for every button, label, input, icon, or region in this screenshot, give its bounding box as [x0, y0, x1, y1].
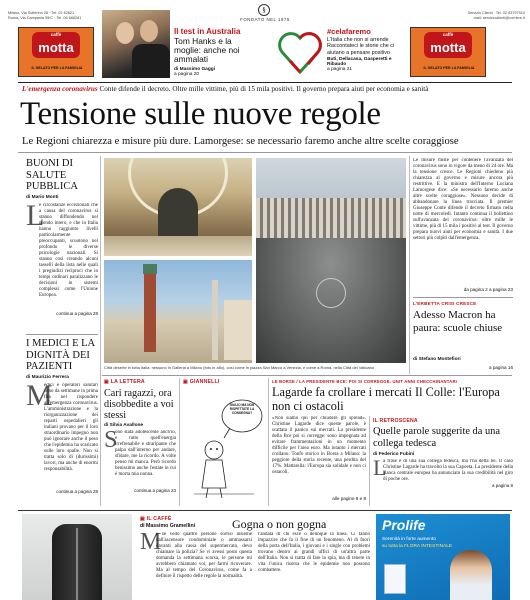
campanile-top	[143, 264, 157, 274]
retroscena-body	[373, 455, 513, 483]
ferrera-body	[26, 378, 98, 489]
retroscena-block	[373, 418, 513, 488]
ferrera-block	[26, 338, 98, 494]
monti-author: di Mario Monti	[26, 194, 59, 200]
main-subhead: Le Regioni chiarezza e misure più dure. Lamorgese: se necessario faremo anche altre scelte coraggiose	[22, 136, 459, 147]
giannelli-kicker: ▣ GIANNELLI	[183, 379, 220, 385]
col1-divider	[100, 156, 101, 506]
dropcap-l2: L	[373, 455, 387, 480]
lettera-block	[104, 379, 176, 493]
photo-caption: Città deserte in tutta Italia: nessuno in Galleria a Milano (foto in alto), così come in piazza San Marco a Venezia, e come a Roma, nella Città del Vaticano	[104, 365, 375, 370]
promo-left-box[interactable]	[174, 27, 260, 77]
retroscena-cont[interactable]: a pagina 8	[491, 483, 513, 488]
lettera-kicker: ▣ LA LETTERA	[104, 379, 145, 385]
campanile	[144, 272, 156, 352]
subhead-rule	[18, 152, 512, 153]
suit	[132, 44, 170, 78]
top-kicker: L'emergenza coronavirus	[22, 85, 98, 93]
obelisk-area	[316, 278, 346, 308]
giannelli-divider	[268, 378, 269, 506]
ferrera-author: di Maurizio Ferrera	[26, 374, 69, 380]
motta-brand: motta	[38, 40, 74, 55]
face-right	[140, 20, 158, 42]
face-left	[116, 22, 134, 44]
jacket-zip	[76, 528, 78, 600]
promo-left-kicker: Il test in Australia	[174, 27, 241, 36]
monti-body	[26, 198, 98, 311]
header-rule	[18, 82, 512, 83]
caffe-title[interactable]: Gogna o non gogna	[232, 517, 327, 531]
ad-prolife[interactable]	[376, 514, 510, 600]
promo-left-headline: Tom Hanks e la moglie: anche noi ammalati	[174, 36, 240, 65]
motta-logo-right	[424, 32, 472, 58]
promo-right-headline: L'Italia che non si arrende Raccontateci le storie che ci aiutano a pensare positivo	[327, 37, 395, 56]
header-info-left: Milano, Via Solferino 28 · Tel. 02 62821 Roma, Via Campania 59/C · Tel. 06 688281	[8, 11, 82, 20]
heart-flag-icon	[276, 24, 324, 76]
lettera-divider	[179, 378, 180, 506]
mid-rule	[102, 375, 512, 376]
ferrera-title[interactable]: I MEDICI E LA DIGNITÀ DEI PAZIENTI	[26, 338, 95, 372]
dropcap-m2: M	[140, 529, 162, 555]
arch-opening	[158, 188, 198, 238]
bottom-rule	[18, 510, 512, 511]
top-deck-text: Conte difende il decreto. Oltre mille vittime, più di 15 mila positivi. Il governo prepara aiuti per economia e sanità	[99, 85, 429, 93]
lettera-body	[104, 427, 176, 488]
macron-author: di Stefano Montefiori	[413, 357, 461, 362]
prolife-brand: Prolife	[382, 517, 426, 533]
header-info-right: Servizio Clienti · Tel. 02 63797510 mail: servizioclienti@corriere.it	[467, 11, 525, 20]
cartoon-bubble-text: GIULIO MA NON RISPETTATE LA CONSEGNA?	[229, 403, 255, 415]
promo-right-page: a pagina 21	[327, 67, 353, 73]
top-deck	[22, 85, 512, 94]
lagarde-headline[interactable]: Lagarde fa crollare i mercati Il Colle: l'Europa non ci ostacoli	[272, 385, 500, 413]
lettera-author: di Silvia Avallone	[104, 423, 144, 428]
prolife-line2: su tutta la FLORA INTESTINALE	[382, 544, 453, 549]
promo-right-kicker: #celafaremo	[327, 27, 371, 36]
right-col-rule	[413, 297, 513, 298]
lagarde-cont[interactable]: alle pagine 6 e 8	[332, 496, 366, 501]
lettera-cont[interactable]: continua a pagina 23	[134, 488, 176, 493]
motta-tagline-right: IL GELATO PER LA FAMIGLIA	[423, 66, 475, 70]
promo-right-authors: Buti, Dellacasa, Gasperetti e Ribaudo	[327, 57, 392, 68]
motta-tagline: IL GELATO PER LA FAMIGLIA	[31, 66, 83, 70]
retroscena-kicker: IL RETROSCENA	[373, 418, 418, 424]
dropcap-m: M	[26, 378, 53, 412]
column-right-photo	[212, 280, 218, 360]
motta-brand-top-right: caffè	[442, 32, 454, 37]
palazzo	[224, 300, 252, 360]
ferrera-text: edici e operatori sanitari sono da settimane in prima fila nel rispondere all'emergenza coronavirus. L'amministrazione e la riorganizzazione dei reparti ospedalieri gli italiani provano per il loro straordinario impegno non può ignorare anche il peso che l'epidemia ha scaricato sulle loro spalle. Non si tratta solo di (durissimi) lavori, ma anche di enormi responsabilità.	[44, 382, 98, 472]
retroscena-author: di Federico Fubini	[373, 452, 415, 457]
lagarde-kicker: LE BORSE / LA PRESIDENTE BCE: POI SI CORREGGE. UNIT ANNI CHECCHINANTARI	[272, 379, 458, 384]
retroscena-headline[interactable]: Quelle parole suggerite da una collega tedesca	[373, 426, 500, 449]
photo-galleria[interactable]	[104, 158, 252, 256]
right-divider	[409, 156, 410, 374]
giannelli-cartoon[interactable]	[184, 390, 264, 502]
macron-page[interactable]: a pagina 16	[488, 365, 513, 370]
motta-logo	[32, 32, 80, 58]
right-col-text: Le misure miste per contenere l'avanzata del coronavirus sono in vigore da meno di 24 ore. Ma la tensione cresce. Le Regioni chiedono più chiarezza al governo e misure ancora più restrittive. E la ministra dell'Interno Luciana Lamorgese dice: «Se necessario faremo anche altre scelte coraggiose». Nessuno decide di abbandonare la linea tracciata. Il premier Giuseppe Conte difende il decreto firmato nella notte di mercoledì. Intanto continua il bollettino sull'avanzata del coronavirus: oltre mille le vittime, più di 15 mila i positivi al test. Il governo prepara nuovi aiuti per economia e sanità. I due settori più colpiti dall'emergenza.	[413, 158, 513, 241]
ferrera-cont[interactable]: continua a pagina 28	[56, 488, 98, 494]
ad-jacket[interactable]	[22, 514, 132, 600]
promo-photo-hanks[interactable]	[102, 10, 170, 78]
macron-headline[interactable]: Adesso Macron ha paura: scuole chiuse	[413, 309, 503, 334]
photo-san-marco[interactable]	[104, 260, 252, 363]
masthead-note: FONDATO NEL 1876	[240, 17, 290, 22]
promo-left-page: a pagina 20	[174, 71, 200, 77]
col1-rule	[26, 334, 98, 335]
monti-title[interactable]: BUONI DI SALUTE PUBBLICA	[26, 158, 78, 192]
caffe-text1: e se vedo quattro persone sorrisi insieme dall'ascensore condominiale o ammassarsi davanti alla cassa del supermercato, devo chiamare la polizia? Se vi avessi posto questa domanda la settimana scorsa, le persone mi avrebbero chiamato voi, per farmi ricoverare. Ma al tempo del Coronavirus, come fa a definire il rispetto delle regole la normalità.	[156, 532, 252, 579]
prolife-line1: Serenità in forte aumento	[382, 537, 436, 542]
motta-brand-top: caffè	[50, 32, 62, 37]
monti-cont[interactable]: continua a pagina 28	[56, 310, 98, 316]
dropcap-s: S	[104, 427, 118, 453]
dropcap-l: L	[26, 198, 45, 232]
model-photo	[450, 550, 492, 600]
monti-text: e circostanze eccezionali che a causa del coronavirus si stanno diffondendo nel mondo intero, e che in Italia hanno raggiunto livelli particolarmente preoccupanti, scuotono nel profondo le diverse psicologie nazionali. Si stanno così creando alcuni tasselli della lista nelle quali i pregiudizi reciproci che in tempi ordinari paralizzano le decisioni in sistemi complessi come l'Unione Europea.	[39, 202, 98, 298]
floor	[104, 236, 252, 256]
main-headline[interactable]: Tensione sulle nuove regole	[20, 96, 381, 132]
caffe-author: di Massimo Gramellini	[140, 523, 196, 529]
lettera-text: ono stata adolescente anch'io, e tutto quell'energia irrefrenabile e straripante che palpa dall'interno per andare, sfidare, me la ricordo. A volte penso mi manca. Però ricordo benissimo anche l'estate in cui è morta mia nonna.	[115, 430, 176, 477]
photo-vatican[interactable]	[256, 158, 406, 363]
promo-left-author: di Massimo Gaggi	[174, 66, 216, 72]
lagarde-divider	[369, 416, 370, 506]
promo-heart-icon	[276, 24, 324, 76]
caffe-kicker: ▣ IL CAFFÈ	[140, 516, 172, 522]
promo-right-box[interactable]	[327, 27, 407, 77]
colonnade	[256, 198, 406, 238]
lettera-headline[interactable]: Cari ragazzi, ora disobbedite a voi stessi	[104, 388, 174, 421]
ad-motta-right[interactable]	[410, 27, 486, 77]
prolife-box	[384, 564, 406, 594]
motta-brand-right: motta	[430, 40, 466, 55]
right-col-cont[interactable]: da pagina 2 a pagina 23	[463, 287, 513, 292]
column-left	[26, 158, 98, 316]
retroscena-text: a frase è di una sua collega tedesca, ma l'ha detta lei. Il caso Christine Lagarde ha travolto la sua Capoeta. La presidente della Banca centrale europea ha annunciato la sua credibilità nel giro di poche ore.	[383, 459, 513, 482]
ad-motta-left[interactable]	[18, 27, 94, 77]
lagarde-text: «Non siamo qui per chiudere gli spread». Christine Lagarde dice queste parole, è scattata il panico sui mercati. La presidente della Bce poi si corregge: sono impegnata ad evitare frammentazioni in un momento difficile per l'area euro. Ma intanto i mercati crollano. Tonfo storico in Borsa a Milano: la peggiore della storia recente, una perdita del 17%. Mattarella: l'Europa sia solidale e non ci ostacoli.	[272, 416, 366, 475]
macron-kicker: L'ERBETTA CRISI CRESCE	[413, 301, 477, 306]
caffe-body-left	[140, 529, 252, 598]
caffe-text2: l'andata di chi esce o delinque la linea. Ci fanno impazzire che fa il fine di un fenomeno. Al di fuori della porta dell'Italia, i giovani e i single con problemi trovano dentro ai grandi uffici di un'altra parte dell'Italia. Non si tratta di fare la spia, ma di tenere in vita l'unica risorsa che le epidemie non possono combattere.	[258, 532, 370, 573]
masthead-emblem: §	[258, 4, 270, 16]
